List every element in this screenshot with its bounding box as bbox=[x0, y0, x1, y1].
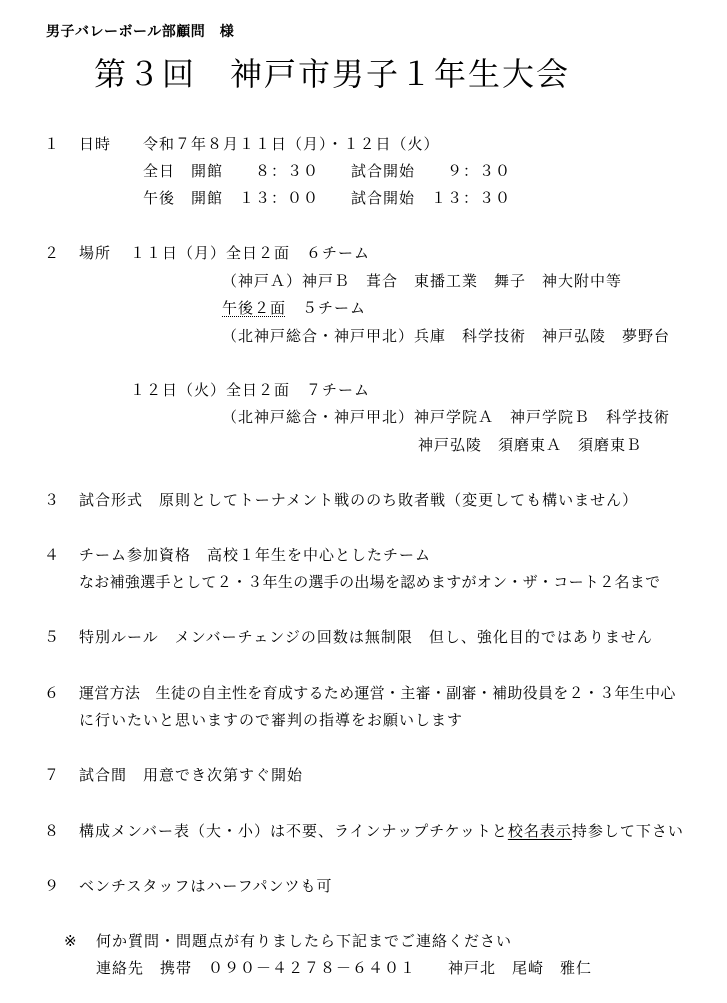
venue-day2: １２日（火）全日２面 ７チーム bbox=[130, 381, 371, 399]
eligibility-line-2: なお補強選手として２・３年生の選手の出場を認めますがオン・ザ・コート２名まで bbox=[79, 573, 661, 591]
item-label-date: 日時 bbox=[79, 135, 112, 153]
venue-day1-afternoon-teams: （北神戸総合・神戸甲北）兵庫 科学技術 神戸弘陵 夢野台 bbox=[222, 327, 671, 345]
item-number: １ bbox=[44, 135, 61, 153]
item-number: ４ bbox=[44, 546, 61, 564]
roster-text-end: 持参して下さい bbox=[571, 822, 684, 840]
item-label-venue: 場所 bbox=[79, 244, 112, 262]
item-number: ８ bbox=[44, 822, 61, 840]
afternoon-team-count: ５チーム bbox=[286, 299, 367, 317]
special-rules: 特別ルール メンバーチェンジの回数は無制限 但し、強化目的ではありません bbox=[79, 628, 653, 646]
match-format: 試合形式 原則としてトーナメント戦ののち敗者戦（変更しても構いません） bbox=[79, 491, 639, 509]
contact-info: 連絡先 携帯 ０９０－４２７８－６４０１ 神戸北 尾崎 雅仁 bbox=[96, 959, 593, 977]
operation-line-2: に行いたいと思いますので審判の指導をお願いします bbox=[79, 711, 464, 729]
addressee: 男子バレーボール部顧問 様 bbox=[46, 24, 235, 40]
operation-line-1: 運営方法 生徒の自主性を育成するため運営・主審・副審・補助役員を２・３年生中心 bbox=[79, 684, 676, 702]
school-name-display: 校名表示 bbox=[507, 822, 572, 840]
venue-day2-teams-2: 神戸弘陵 須磨東Ａ 須磨東Ｂ bbox=[418, 436, 643, 454]
venue-day1: １１日（月）全日２面 ６チーム bbox=[130, 244, 371, 262]
note-mark: ※ bbox=[64, 932, 78, 950]
item-number: ６ bbox=[44, 684, 61, 702]
roster-text: 構成メンバー表（大・小）は不要、ラインナップチケットと bbox=[79, 822, 508, 840]
venue-day2-teams-1: （北神戸総合・神戸甲北）神戸学院Ａ 神戸学院Ｂ 科学技術 bbox=[222, 408, 671, 426]
item-number: ３ bbox=[44, 491, 61, 509]
item-number: ５ bbox=[44, 628, 61, 646]
venue-day1-teams: （神戸Ａ）神戸Ｂ 葺合 東播工業 舞子 神大附中等 bbox=[222, 272, 623, 290]
schedule-allday: 全日 開館 ８：３０ 試合開始 ９：３０ bbox=[143, 162, 512, 180]
item-number: ７ bbox=[44, 766, 61, 784]
item-number: ２ bbox=[44, 244, 61, 262]
roster-line bbox=[79, 821, 684, 841]
bench-staff: ベンチスタッフはハーフパンツも可 bbox=[79, 877, 333, 895]
eligibility-line-1: チーム参加資格 高校１年生を中心としたチーム bbox=[79, 546, 432, 564]
page-title: 第３回 神戸市男子１年生大会 bbox=[94, 55, 571, 93]
venue-day1-afternoon bbox=[222, 298, 366, 318]
schedule-afternoon: 午後 開館 １３：００ 試合開始 １３：３０ bbox=[143, 189, 512, 207]
note-text: 何か質問・問題点が有りましたら下記までご連絡ください bbox=[96, 932, 513, 950]
item-number: ９ bbox=[44, 877, 61, 895]
match-interval: 試合間 用意でき次第すぐ開始 bbox=[79, 766, 304, 784]
date-value: 令和７年８月１１日（月）・１２日（火） bbox=[143, 135, 440, 153]
afternoon-courts-label: 午後２面 bbox=[222, 299, 287, 317]
